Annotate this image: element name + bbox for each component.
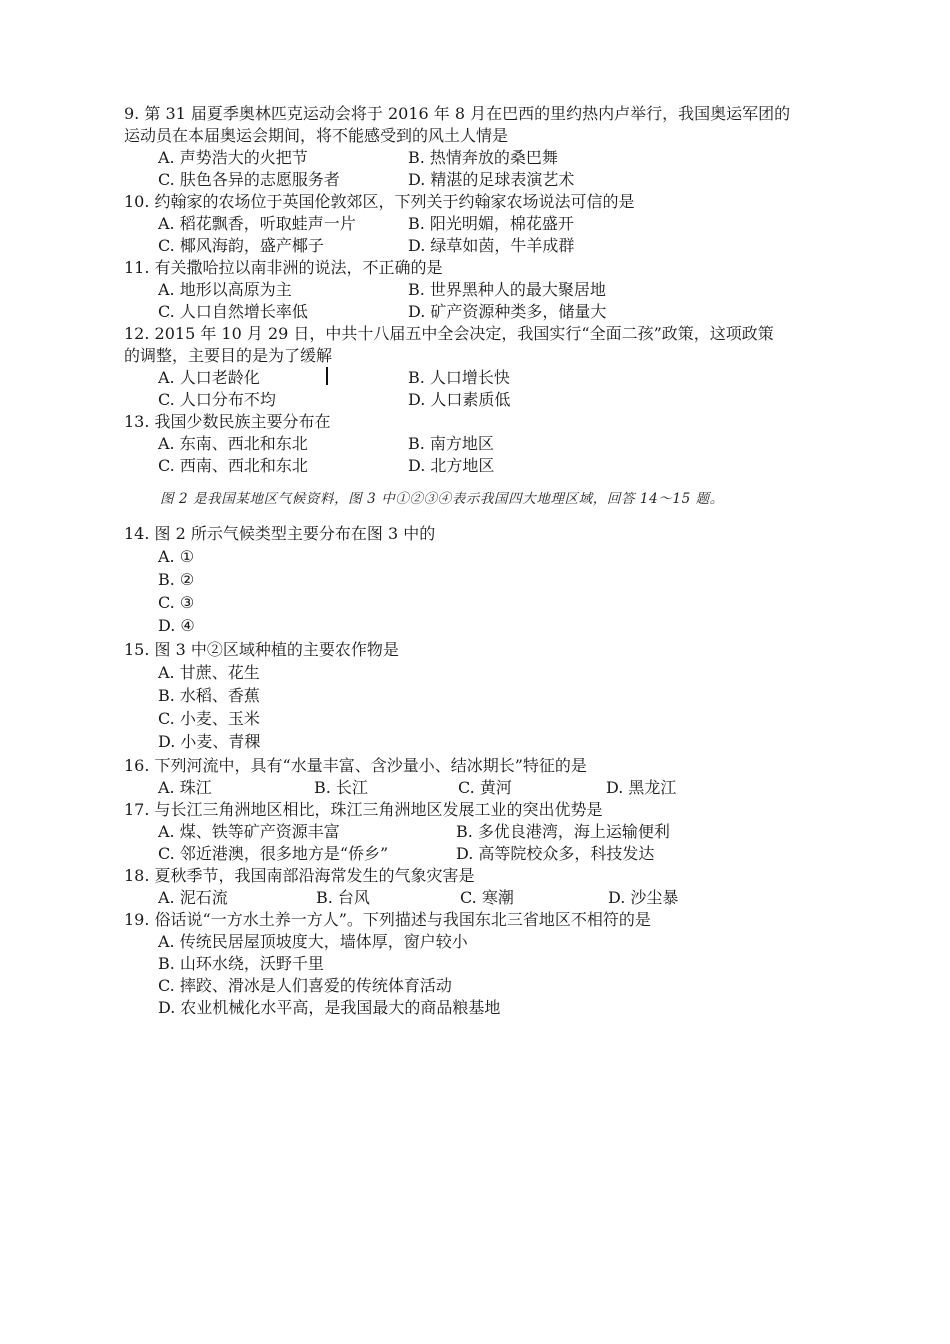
q19-option-c: C. 摔跤、滑冰是人们喜爱的传统体育活动 xyxy=(158,976,452,995)
q15-option-a: A. 甘蔗、花生 xyxy=(158,663,260,682)
q15-option-b: B. 水稻、香蕉 xyxy=(158,686,260,705)
q11-stem: 11. 有关撒哈拉以南非洲的说法，不正确的是 xyxy=(124,258,443,277)
q17-option-a: A. 煤、铁等矿产资源丰富 xyxy=(158,822,340,841)
q17-option-c: C. 邻近港澳，很多地方是“侨乡” xyxy=(158,844,389,863)
q15-option-d: D. 小麦、青稞 xyxy=(158,732,261,751)
q16-option-d: D. 黑龙江 xyxy=(606,778,677,797)
q14-option-c: C. ③ xyxy=(158,593,195,612)
q12-stem-line1: 12. 2015 年 10 月 29 日，中共十八届五中全会决定，我国实行“全面二孩”政策，这项政策 xyxy=(124,324,774,343)
q13-stem: 13. 我国少数民族主要分布在 xyxy=(124,412,331,431)
q12-stem-line2: 的调整，主要目的是为了缓解 xyxy=(124,346,333,365)
q16-option-a: A. 珠江 xyxy=(158,778,212,797)
q13-option-b: B. 南方地区 xyxy=(408,434,494,453)
q9-stem-line2: 运动员在本届奥运会期间，将不能感受到的风土人情是 xyxy=(124,126,509,145)
q17-option-d: D. 高等院校众多，科技发达 xyxy=(456,844,655,863)
q14-option-d: D. ④ xyxy=(158,616,195,635)
q18-stem: 18. 夏秋季节，我国南部沿海常发生的气象灾害是 xyxy=(124,866,475,885)
q9-option-a: A. 声势浩大的火把节 xyxy=(158,148,308,167)
q15-option-c: C. 小麦、玉米 xyxy=(158,709,260,728)
q19-option-a: A. 传统民居屋顶坡度大，墙体厚，窗户较小 xyxy=(158,932,468,951)
q10-option-c: C. 椰风海韵，盛产椰子 xyxy=(158,236,324,255)
q9-option-d: D. 精湛的足球表演艺术 xyxy=(408,170,575,189)
q13-option-c: C. 西南、西北和东北 xyxy=(158,456,308,475)
q10-option-b: B. 阳光明媚，棉花盛开 xyxy=(408,214,574,233)
q11-option-d: D. 矿产资源种类多，储量大 xyxy=(408,302,607,321)
q18-option-b: B. 台风 xyxy=(316,888,370,907)
q13-option-a: A. 东南、西北和东北 xyxy=(158,434,308,453)
q16-option-b: B. 长江 xyxy=(314,778,368,797)
q9-stem-line1: 9. 第 31 届夏季奥林匹克运动会将于 2016 年 8 月在巴西的里约热内卢举行，我国奥运军团的 xyxy=(124,104,791,123)
q19-option-b: B. 山环水绕，沃野千里 xyxy=(158,954,324,973)
q18-option-c: C. 寒潮 xyxy=(460,888,514,907)
q14-option-a: A. ① xyxy=(158,547,195,566)
q16-option-c: C. 黄河 xyxy=(458,778,512,797)
figure-note: 图 2 是我国某地区气候资料，图 3 中①②③④表示我国四大地理区域，回答 14～15 题。 xyxy=(160,491,724,507)
q19-stem: 19. 俗话说“一方水土养一方人”。下列描述与我国东北三省地区不相符的是 xyxy=(124,910,651,929)
q10-option-a: A. 稻花飘香，听取蛙声一片 xyxy=(158,214,356,233)
q12-option-b: B. 人口增长快 xyxy=(408,368,510,387)
q19-option-d: D. 农业机械化水平高，是我国最大的商品粮基地 xyxy=(158,998,501,1017)
q18-option-d: D. 沙尘暴 xyxy=(608,888,679,907)
q14-stem: 14. 图 2 所示气候类型主要分布在图 3 中的 xyxy=(124,524,436,543)
q9-option-c: C. 肤色各异的志愿服务者 xyxy=(158,170,340,189)
q13-option-d: D. 北方地区 xyxy=(408,456,495,475)
q10-option-d: D. 绿草如茵，牛羊成群 xyxy=(408,236,575,255)
q17-option-b: B. 多优良港湾，海上运输便利 xyxy=(456,822,670,841)
q18-option-a: A. 泥石流 xyxy=(158,888,228,907)
q11-option-b: B. 世界黑种人的最大聚居地 xyxy=(408,280,606,299)
q11-option-c: C. 人口自然增长率低 xyxy=(158,302,308,321)
q17-stem: 17. 与长江三角洲地区相比，珠江三角洲地区发展工业的突出优势是 xyxy=(124,800,603,819)
q15-stem: 15. 图 3 中②区域种植的主要农作物是 xyxy=(124,640,399,659)
q14-option-b: B. ② xyxy=(158,570,195,589)
q12-option-a: A. 人口老龄化 xyxy=(158,368,260,387)
q11-option-a: A. 地形以高原为主 xyxy=(158,280,292,299)
q12-option-c: C. 人口分布不均 xyxy=(158,390,276,409)
q16-stem: 16. 下列河流中，具有“水量丰富、含沙量小、结冰期长”特征的是 xyxy=(124,756,587,775)
q9-option-b: B. 热情奔放的桑巴舞 xyxy=(408,148,558,167)
q12-option-d: D. 人口素质低 xyxy=(408,390,511,409)
text-cursor xyxy=(326,367,328,385)
q10-stem: 10. 约翰家的农场位于英国伦敦郊区，下列关于约翰家农场说法可信的是 xyxy=(124,192,635,211)
